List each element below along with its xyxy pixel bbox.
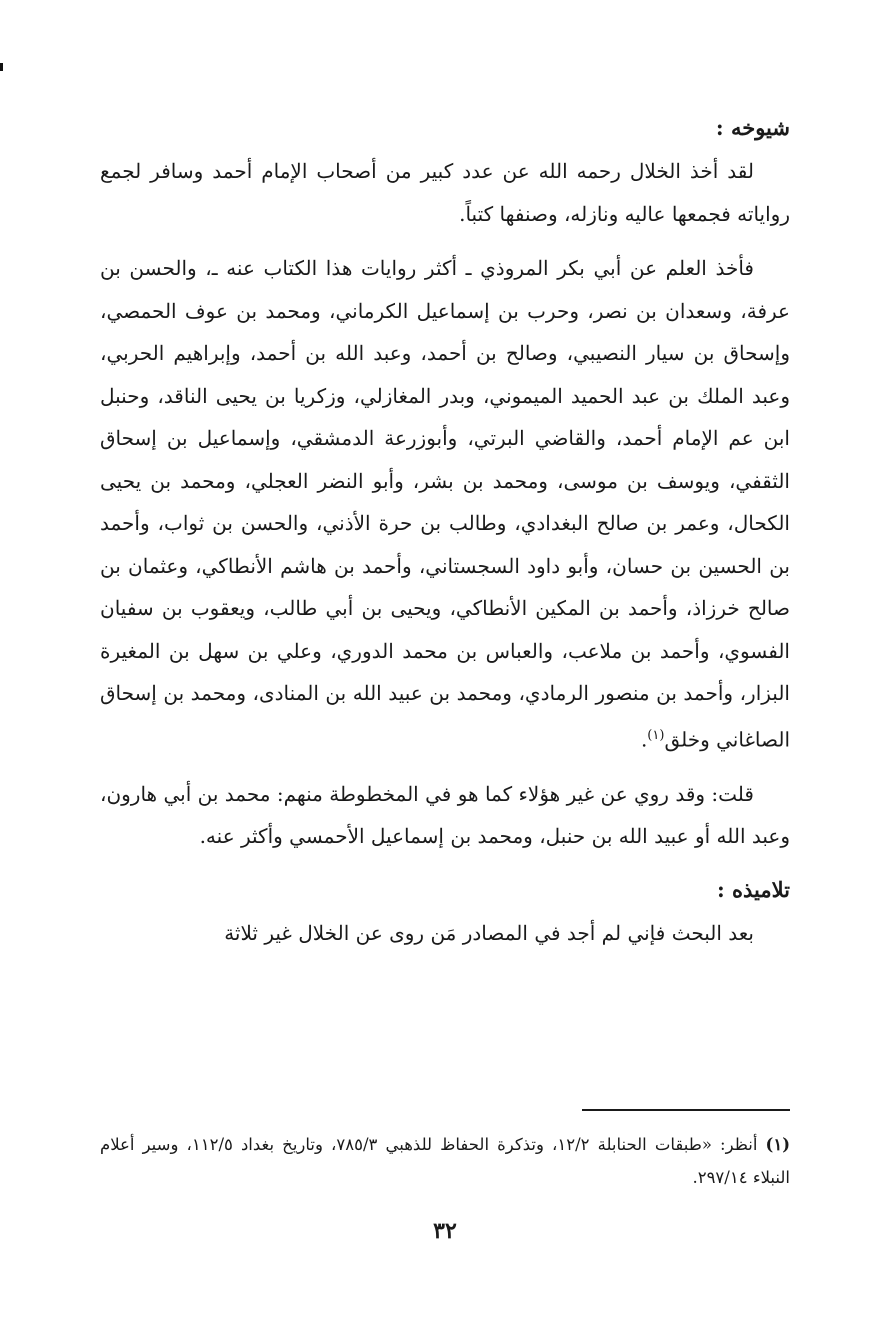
- footnote: [100, 1128, 790, 1194]
- footnote-text: أنظر: «طبقات الحنابلة ١٢/٢، وتذكرة الحفاظ للذهبي ٧٨٥/٣، وتاريخ بغداد ١١٢/٥، وسير أعلام النبلاء ٢٩٧/١٤.: [100, 1135, 790, 1187]
- paragraph-teachers-intro: لقد أخذ الخلال رحمه الله عن عدد كبير من أصحاب الإمام أحمد وسافر لجمع رواياته فجمعها عاليه ونازله، وصنفها كتباً.: [100, 159, 790, 226]
- footnote-number: (١): [765, 1135, 791, 1154]
- paragraph-teachers-list: [100, 247, 790, 761]
- section-heading-shuyukh: شيوخه :: [715, 115, 790, 140]
- scan-edge-mark: [0, 63, 3, 71]
- teachers-list-text: فأخذ العلم عن أبي بكر المروذي ـ أكثر روايات هذا الكتاب عنه ـ، والحسن بن عرفة، وسعدان بن نصر، وحرب بن إسماعيل الكرماني، ومحمد بن عوف الحمصي، وإسحاق بن سيار النصيبي، وصالح بن أحمد، وعبد الله بن أحمد، وإبراهيم الحربي، وعبد الملك بن عبد الحميد الميموني، وبدر المغازلي، وزكريا بن يحيى الناقد، وحنبل ابن عم الإمام أحمد، والقاضي البرتي، وأبوزرعة الدمشقي، وإسماعيل بن إسحاق الثقفي، ويوسف بن موسى، ومحمد بن بشر، وأبو النضر العجلي، ومحمد بن يحيى الكحال، وعمر بن صالح البغدادي، وطالب بن حرة الأذني، والحسن بن ثواب، وأحمد بن الحسين بن حسان، وأبو داود السجستاني، وأحمد بن هاشم الأنطاكي، وعثمان بن صالح خرزاذ، وأحمد بن المكين الأنطاكي، ويحيى بن أبي طالب، ويعقوب بن سفيان الفسوي، وأحمد بن ملاعب، والعباس بن محمد الدوري، وعلي بن سهل بن المغيرة البزار، وأحمد بن منصور الرمادي، ومحمد بن عبيد الله بن المنادى، ومحمد بن إسحاق الصاغاني وخلق: [100, 256, 790, 752]
- paragraph-students: بعد البحث فإني لم أجد في المصادر مَن روى عن الخلال غير ثلاثة: [224, 920, 754, 945]
- footnote-reference: (١): [647, 727, 665, 743]
- teachers-list-end: .: [640, 727, 648, 752]
- section-heading-talamidh: تلاميذه :: [716, 876, 790, 902]
- page-body: [100, 100, 790, 954]
- footnote-divider: [582, 1109, 790, 1111]
- paragraph-editor-note: قلت: وقد روي عن غير هؤلاء كما هو في المخطوطة منهم: محمد بن أبي هارون، وعبد الله أو عبيد الله بن حنبل، ومحمد بن إسماعيل الأحمسي وأكثر عنه.: [100, 781, 790, 849]
- page-number: ٣٢: [433, 1218, 457, 1244]
